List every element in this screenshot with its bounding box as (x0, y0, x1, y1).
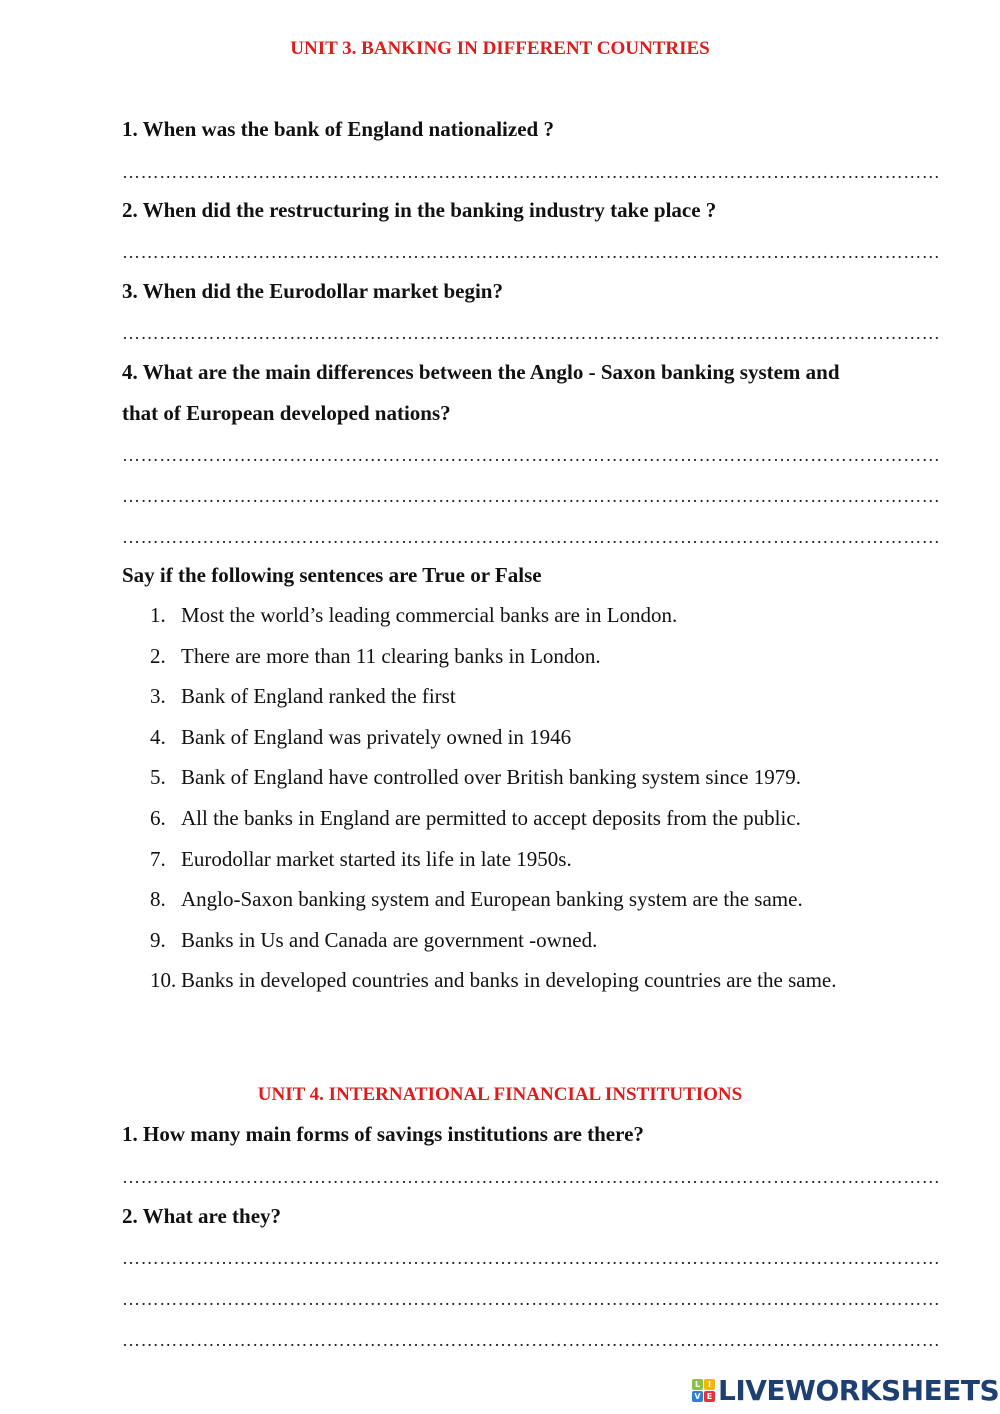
unit3-question-4: 4. What are the main differences between the Anglo - Saxon banking system and (122, 360, 840, 384)
live-tiles-icon (692, 1379, 715, 1402)
true-false-item (150, 764, 801, 790)
tile: V (692, 1391, 703, 1402)
item-text: Bank of England was privately owned in 1946 (181, 724, 572, 749)
item-number: 4. (150, 724, 166, 749)
item-number: 5. (150, 765, 166, 790)
item-number: 3. (150, 684, 166, 709)
answer-field[interactable]: …………………………………………………………………………………………………………………… (122, 486, 941, 506)
item-text: Bank of England ranked the first (181, 684, 456, 709)
answer-field[interactable]: …………………………………………………………………………………………………………………… (122, 242, 941, 262)
item-number: 10. (150, 968, 177, 993)
unit3-title: UNIT 3. BANKING IN DIFFERENT COUNTRIES (290, 38, 710, 59)
unit4-question-2: 2. What are they? (122, 1204, 282, 1228)
true-false-item (150, 886, 803, 912)
liveworksheets-logo (692, 1374, 999, 1407)
item-number: 9. (150, 927, 166, 952)
answer-field[interactable]: …………………………………………………………………………………………………………………… (122, 1289, 941, 1309)
item-number: 2. (150, 643, 166, 668)
item-number: 8. (150, 887, 166, 912)
true-false-item (150, 643, 601, 669)
item-text: All the banks in England are permitted to accept deposits from the public. (181, 806, 801, 830)
unit4-title: UNIT 4. INTERNATIONAL FINANCIAL INSTITUTIONS (257, 1084, 743, 1105)
item-number: 7. (150, 846, 166, 871)
answer-field[interactable]: …………………………………………………………………………………………………………………… (122, 1167, 941, 1187)
logo-text: LIVEWORKSHEETS (718, 1374, 1000, 1407)
answer-field[interactable]: …………………………………………………………………………………………………………………… (122, 323, 941, 343)
true-false-item (150, 927, 597, 953)
unit3-question-1: 1. When was the bank of England nationalized ? (122, 117, 554, 141)
true-false-item (150, 602, 677, 628)
answer-field[interactable]: …………………………………………………………………………………………………………………… (122, 527, 941, 547)
item-text: Eurodollar market started its life in late 1950s. (181, 846, 572, 871)
true-false-item (150, 724, 571, 750)
item-text: Bank of England have controlled over British banking system since 1979. (181, 765, 801, 790)
item-text: Banks in developed countries and banks in developing countries are the same. (181, 968, 837, 993)
item-text: Anglo-Saxon banking system and European banking system are the same. (181, 887, 803, 912)
true-false-item (150, 846, 572, 872)
tile: I (704, 1379, 715, 1390)
item-text: Most the world’s leading commercial banks are in London. (181, 603, 678, 627)
unit3-question-2: 2. When did the restructuring in the banking industry take place ? (122, 198, 717, 222)
true-false-heading: Say if the following sentences are True or False (122, 563, 542, 587)
true-false-item (150, 967, 836, 993)
answer-field[interactable]: …………………………………………………………………………………………………………………… (122, 1330, 941, 1350)
true-false-item (150, 805, 801, 831)
answer-field[interactable]: …………………………………………………………………………………………………………………… (122, 162, 941, 182)
unit3-question-4-cont: that of European developed nations? (122, 401, 451, 425)
answer-field[interactable]: …………………………………………………………………………………………………………………… (122, 445, 941, 465)
item-number: 1. (150, 603, 166, 627)
unit3-question-3: 3. When did the Eurodollar market begin? (122, 279, 503, 303)
item-number: 6. (150, 806, 166, 830)
unit4-question-1: 1. How many main forms of savings institutions are there? (122, 1122, 644, 1146)
answer-field[interactable]: …………………………………………………………………………………………………………………… (122, 1248, 941, 1268)
tile: E (704, 1391, 715, 1402)
item-text: Banks in Us and Canada are government -owned. (181, 927, 598, 952)
item-text: There are more than 11 clearing banks in London. (181, 643, 601, 668)
true-false-item (150, 683, 456, 709)
tile: L (692, 1379, 703, 1390)
